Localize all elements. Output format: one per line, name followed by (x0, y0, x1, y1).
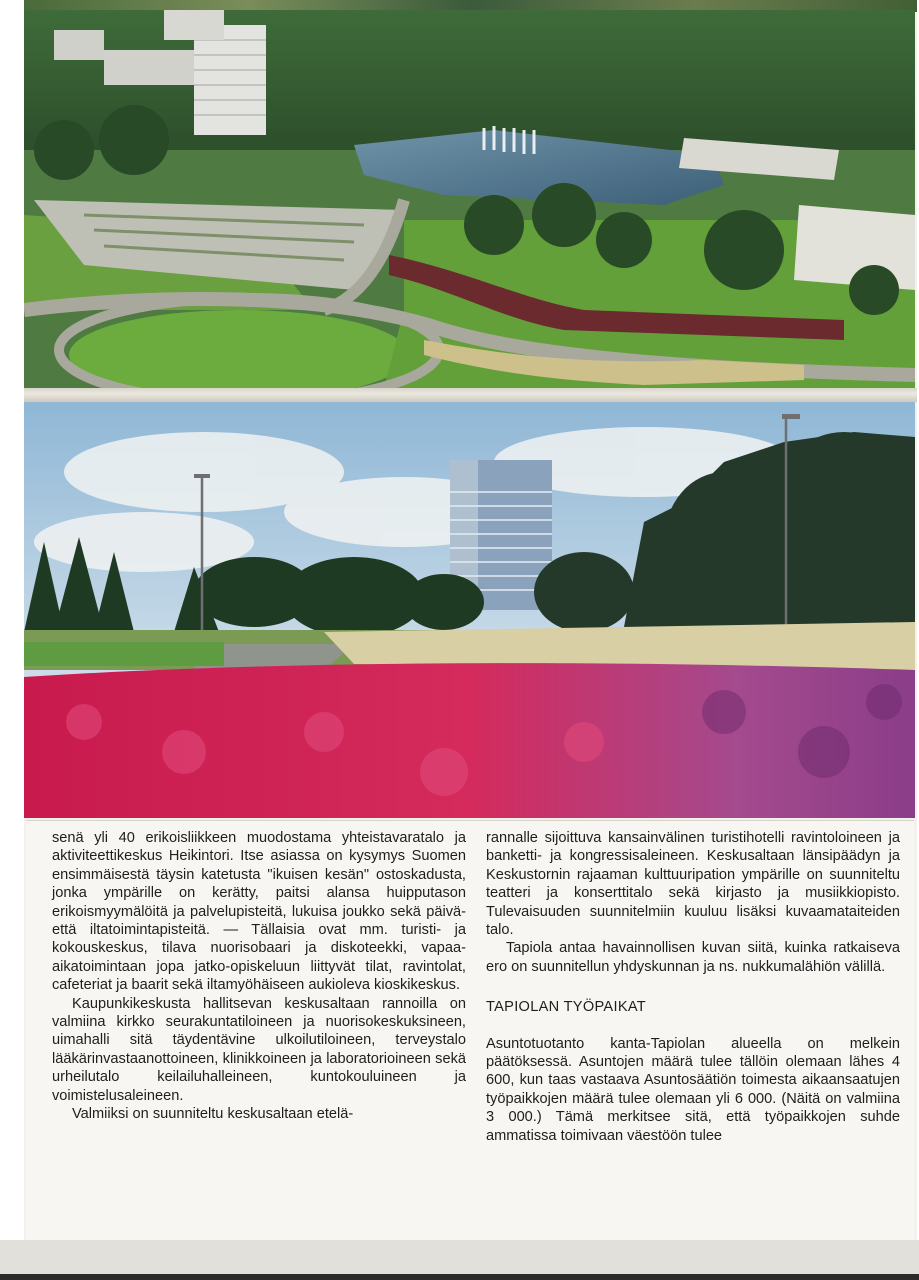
paragraph: senä yli 40 erikoisliikkeen muodostama yhteistavaratalo ja aktiviteettikeskus Heikintori. Itse asiassa on kysymys Suomen ensimmäisestä täysin katetusta "ikuisen kesän" ostoskadusta, jonka ympärille on kerätty, paitsi alansa huipputason erikoismyymälöitä ja palvelupisteitä, lukuisa joukko sekä päivä- että iltatoimintapisteitä. — Tällaisia ovat mm. turisti- ja kokouskeskus, tilava nuorisobaari ja diskoteekki, vapaa-aikatoimintaan jopa jatko-opiskeluun liittyvät tilat, ravintolat, cafeteriat ja baarit sekä iltamyöhäiseen aukioleva kioskikeskus. (52, 830, 466, 994)
page-bottom-edge (0, 1274, 919, 1280)
page-fold (24, 388, 917, 402)
paragraph: Valmiiksi on suunniteltu keskusaltaan etelä- (72, 1106, 354, 1123)
paragraph: Asuntotuotanto kanta-Tapiolan alueella on melkein päätöksessä. Asuntojen määrä tulee tällöin olemaan lähes 4 600, kun taas vastaava Asuntosäätiön toimesta aikaansaatujen työpaikkojen määrä tulee olemaan yli 6 000. (Näitä on valmiina 3 000.) Tämä merkitsee sitä, että työpaikkojen suhde ammatissa toimivaan väestöön tulee (486, 1035, 900, 1144)
paragraph: Kaupunkikeskusta hallitsevan keskusaltaan rannoilla on valmiina kirkko seurakuntatiloineen ja nuorisokeskuksineen, uimahalli sitä täydentävine ulkoilutiloineen, terveystalo lääkärinvastaanottoineen, klinikkoineen ja laboratorioineen sekä urheilutalo keilailuhalleineen, kuntokouluineen ja voimistelusaleineen. (52, 995, 466, 1104)
section-heading: TAPIOLAN TYÖPAIKAT (486, 999, 647, 1016)
paragraph: rannalle sijoittuva kansainvälinen turistihotelli ravintoloineen ja banketti- ja kongressisaleineen. Keskusaltaan länsipäädyn ja Keskustornin rajaaman kulttuuripation ympärille on suunniteltu teatteri ja konserttitalo sekä kirjasto ja musiikkiopisto. Tulevaisuuden suunnitelmiin kuuluu lisäksi kuvaamataiteiden talo. (486, 830, 900, 939)
page-bottom-margin (0, 1240, 919, 1280)
text-column-right (486, 829, 900, 1145)
paragraph: Tapiola antaa havainnollisen kuvan siitä, kuinka ratkaiseva ero on suunnitellun yhdyskunnan ja ns. nukkumalähiön välillä. (486, 940, 900, 975)
text-column-left (52, 829, 466, 1124)
tower-flowerbed-photo (24, 402, 915, 818)
aerial-photo (24, 10, 915, 388)
